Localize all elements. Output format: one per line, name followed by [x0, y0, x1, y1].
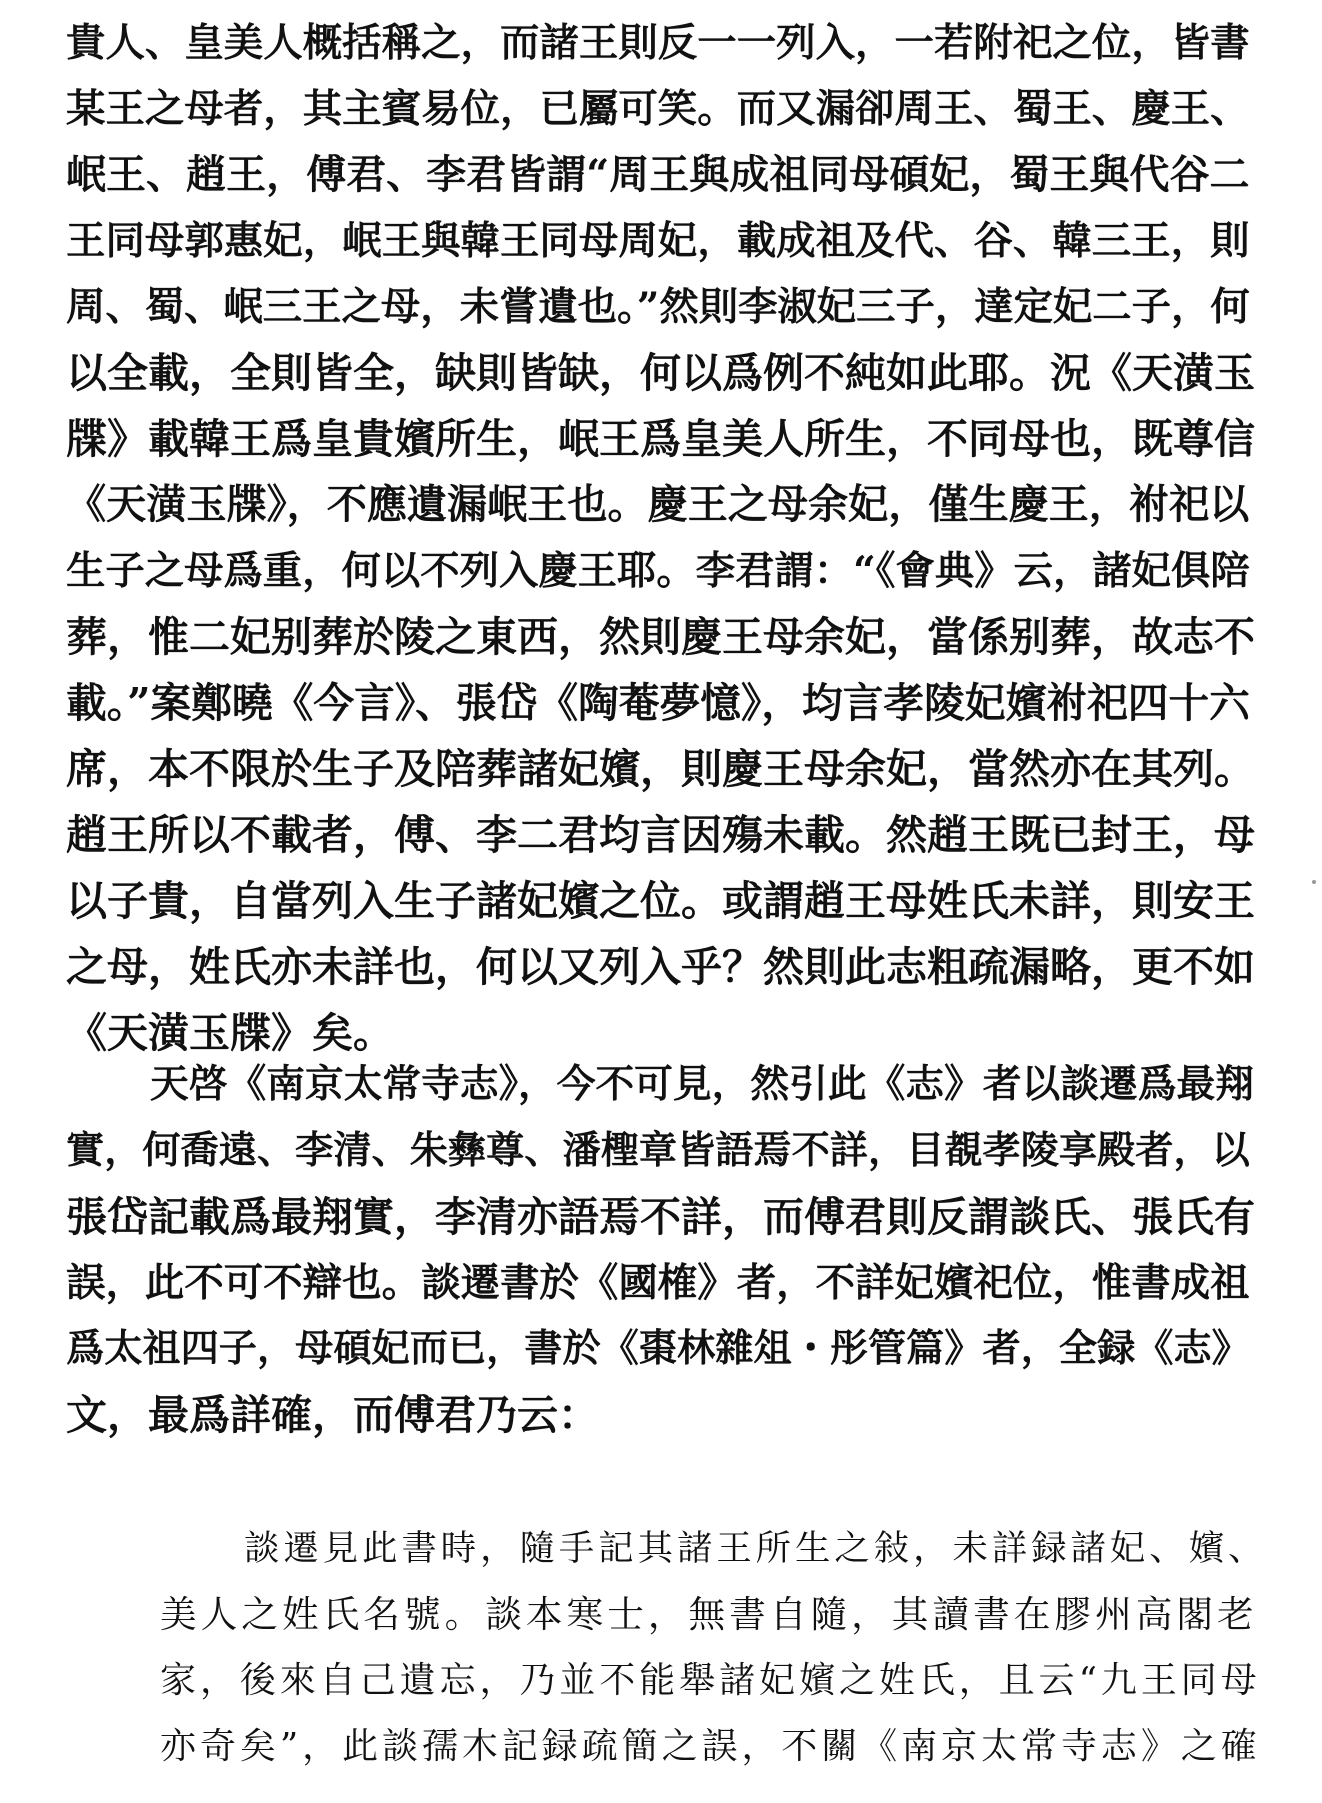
block-quote	[160, 1516, 1268, 1780]
text-line: 王同母郭惠妃，岷王與韓王同母周妃，載成祖及代、谷、韓三王，則	[66, 218, 1250, 264]
text-line: 實，何喬遠、李清、朱彝尊、潘檉章皆語焉不詳，目覩孝陵享殿者，以	[66, 1128, 1250, 1173]
text-line: 周、蜀、岷三王之母，未嘗遺也。”然則李淑妃三子，達定妃二子，何	[66, 284, 1250, 330]
text-line: 《天潢玉牒》矣。	[66, 1009, 394, 1057]
quote-line: 亦奇矣”，此談孺木記録疏簡之誤，不關《南京太常寺志》之確	[160, 1726, 1261, 1767]
text-line: 席，本不限於生子及陪葬諸妃嬪，則慶王母余妃，當然亦在其列。	[66, 745, 1255, 793]
quote-line: 美人之姓氏名號。談本寒士，無書自隨，其讀書在膠州高閣老	[160, 1593, 1258, 1636]
text-line: 某王之母者，其主賓易位，已屬可笑。而又漏卻周王、蜀王、慶王、	[66, 86, 1250, 132]
text-line: 張岱記載爲最翔實，李清亦語焉不詳，而傅君則反謂談氏、張氏有	[66, 1193, 1255, 1241]
quote-line: 談遷見此書時，隨手記其諸王所生之敍，未詳録諸妃、嬪、	[244, 1528, 1268, 1569]
text-line: 貴人、皇美人概括稱之，而諸王則反一一列入，一若附祀之位，皆書	[66, 20, 1250, 66]
paragraph-2	[66, 1052, 1256, 1448]
text-line: 葬，惟二妃别葬於陵之東西，然則慶王母余妃，當係别葬，故志不	[66, 613, 1255, 661]
paragraph-1	[66, 10, 1256, 1066]
text-line: 牒》載韓王爲皇貴嬪所生，岷王爲皇美人所生，不同母也，既尊信	[66, 415, 1255, 463]
text-line: 以全載，全則皆全，缺則皆缺，何以爲例不純如此耶。況《天潢玉	[66, 349, 1255, 397]
quote-line: 家，後來自己遺忘，乃並不能舉諸妃嬪之姓氏，且云“九王同母	[160, 1660, 1261, 1701]
scan-speck	[1312, 880, 1316, 884]
text-line: 爲太祖四子，母碩妃而已，書於《棗林雜俎・彤管篇》者，全録《志》	[66, 1326, 1250, 1371]
text-line: 天啓《南京太常寺志》，今不可見，然引此《志》者以談遷爲最翔	[150, 1062, 1254, 1107]
text-line: 趙王所以不載者，傅、李二君均言因殤未載。然趙王既已封王，母	[66, 811, 1255, 859]
text-line: 文，最爲詳確，而傅君乃云：	[66, 1391, 599, 1439]
text-line: 之母，姓氏亦未詳也，何以又列入乎？然則此志粗疏漏略，更不如	[66, 943, 1255, 991]
text-line: 生子之母爲重，何以不列入慶王耶。李君謂：“《會典》云，諸妃俱陪	[66, 548, 1250, 594]
text-line: 誤，此不可不辯也。談遷書於《國榷》者，不詳妃嬪祀位，惟書成祖	[66, 1260, 1250, 1306]
text-line: 岷王、趙王，傅君、李君皆謂“周王與成祖同母碩妃，蜀王與代谷二	[66, 151, 1250, 198]
text-line: 載。”案鄭曉《今言》、張岱《陶菴夢憶》，均言孝陵妃嬪祔祀四十六	[66, 679, 1250, 727]
text-line: 以子貴，自當列入生子諸妃嬪之位。或謂趙王母姓氏未詳，則安王	[66, 877, 1255, 925]
text-line: 《天潢玉牒》，不應遺漏岷王也。慶王之母余妃，僅生慶王，祔祀以	[66, 481, 1250, 528]
